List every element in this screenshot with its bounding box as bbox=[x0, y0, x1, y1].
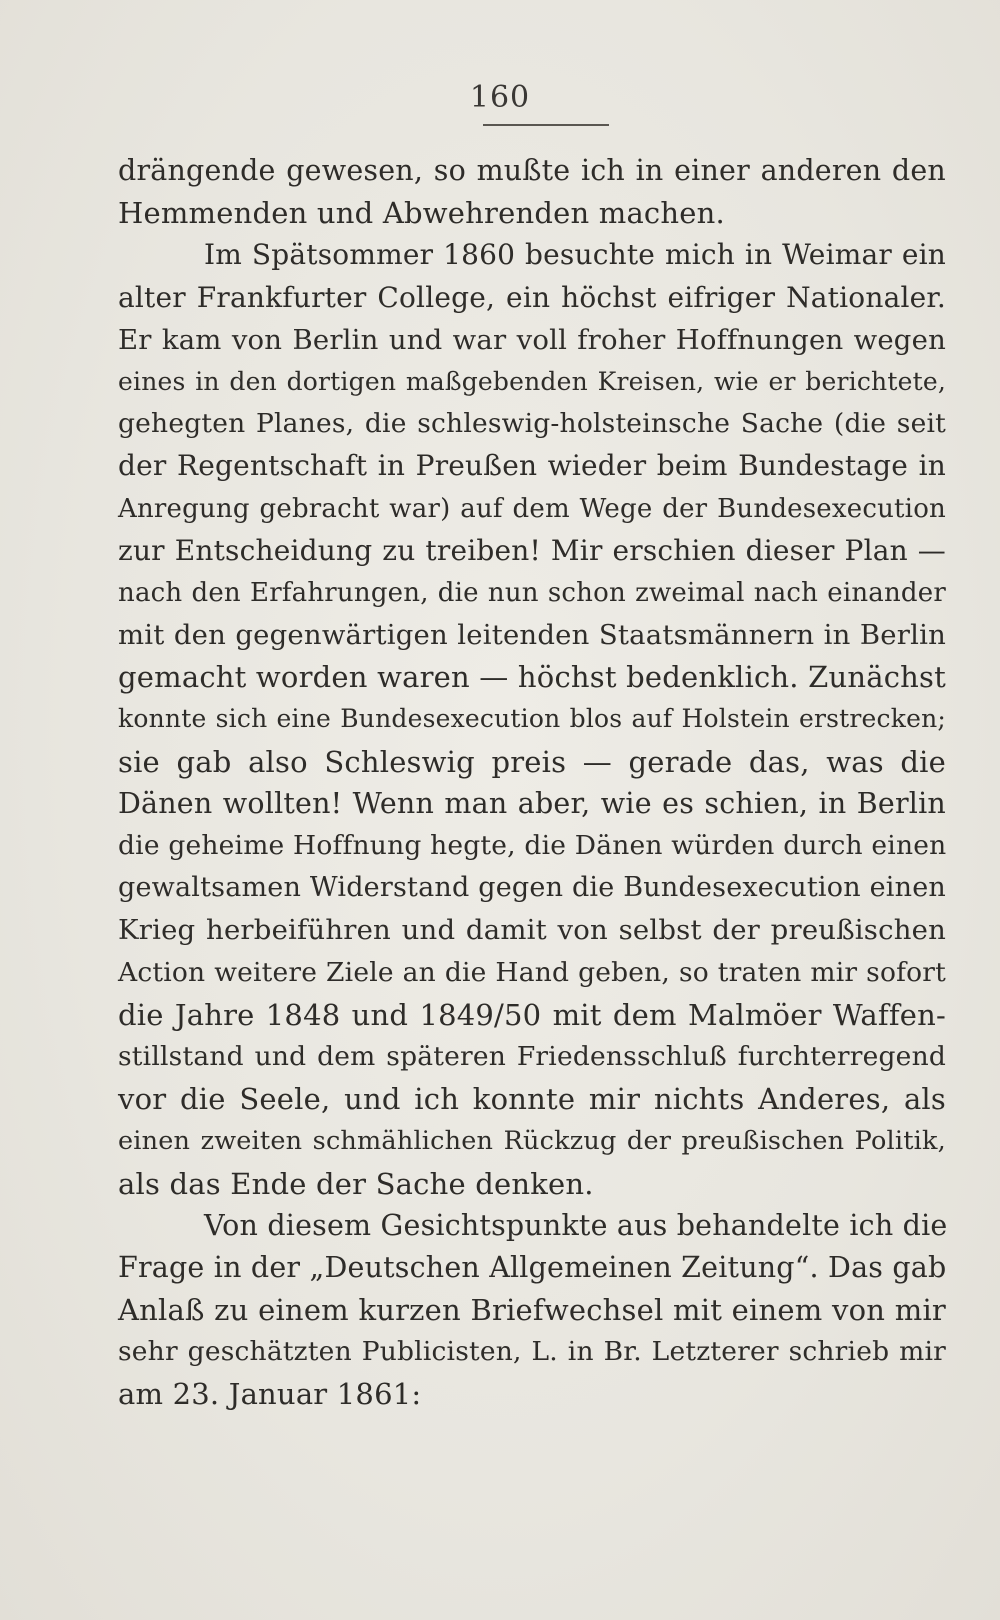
text-line: Von diesem Gesichtspunkte aus behandelte ich die bbox=[204, 1208, 948, 1242]
text-line: vor die Seele, und ich konnte mir nichts Anderes, als bbox=[118, 1082, 946, 1117]
body-text bbox=[118, 150, 946, 1416]
text-line: Krieg herbeiführen und damit von selbst der preußischen bbox=[118, 914, 946, 947]
text-line: Er kam von Berlin und war voll froher Hoffnungen wegen bbox=[118, 323, 946, 356]
text-line: eines in den dortigen maßgebenden Kreisen, wie er berichtete, bbox=[118, 366, 946, 396]
text-line: gehegten Planes, die schleswig-holsteinsche Sache (die seit bbox=[118, 408, 946, 440]
text-line: Anregung gebracht war) auf dem Wege der Bundesexecution bbox=[118, 493, 946, 524]
text-line: am 23. Januar 1861: bbox=[118, 1377, 422, 1412]
text-line: gewaltsamen Widerstand gegen die Bundesexecution einen bbox=[118, 872, 946, 904]
text-line: konnte sich eine Bundesexecution blos auf Holstein erstrecken; bbox=[118, 704, 946, 734]
text-line: drängende gewesen, so mußte ich in einer anderen den bbox=[118, 154, 946, 187]
text-line: nach den Erfahrungen, die nun schon zweimal nach einander bbox=[118, 577, 946, 608]
page-number: 160 bbox=[469, 80, 531, 115]
header-rule bbox=[483, 124, 609, 126]
text-line: stillstand und dem späteren Friedensschluß furchterregend bbox=[118, 1040, 946, 1072]
text-line: zur Entscheidung zu treiben! Mir erschien dieser Plan — bbox=[118, 533, 946, 567]
text-line: als das Ende der Sache denken. bbox=[118, 1166, 594, 1201]
text-line: der Regentschaft in Preußen wieder beim Bundestage in bbox=[118, 449, 946, 483]
text-line: einen zweiten schmählichen Rückzug der preußischen Politik, bbox=[118, 1126, 946, 1157]
text-line: alter Frankfurter College, ein höchst eifriger Nationaler. bbox=[118, 280, 946, 314]
text-line: sie gab also Schleswig preis — gerade das, was die bbox=[118, 744, 946, 779]
text-line: die Jahre 1848 und 1849/50 mit dem Malmöer Waffen- bbox=[118, 997, 946, 1032]
text-line: Hemmenden und Abwehrenden machen. bbox=[118, 196, 725, 231]
text-line: Dänen wollten! Wenn man aber, wie es schien, in Berlin bbox=[118, 786, 946, 820]
text-line: die geheime Hoffnung hegte, die Dänen würden durch einen bbox=[118, 830, 947, 861]
text-line: mit den gegenwärtigen leitenden Staatsmännern in Berlin bbox=[118, 619, 946, 652]
text-line: Im Spätsommer 1860 besuchte mich in Weimar ein bbox=[204, 238, 946, 272]
text-line: sehr geschätzten Publicisten, L. in Br. Letzterer schrieb mir bbox=[118, 1336, 946, 1368]
text-line: Anlaß zu einem kurzen Briefwechsel mit einem von mir bbox=[118, 1293, 946, 1328]
text-line: Frage in der „Deutschen Allgemeinen Zeitung“. Das gab bbox=[118, 1250, 947, 1284]
text-line: gemacht worden waren — höchst bedenklich. Zunächst bbox=[118, 660, 946, 695]
text-line: Action weitere Ziele an die Hand geben, so traten mir sofort bbox=[118, 956, 946, 988]
